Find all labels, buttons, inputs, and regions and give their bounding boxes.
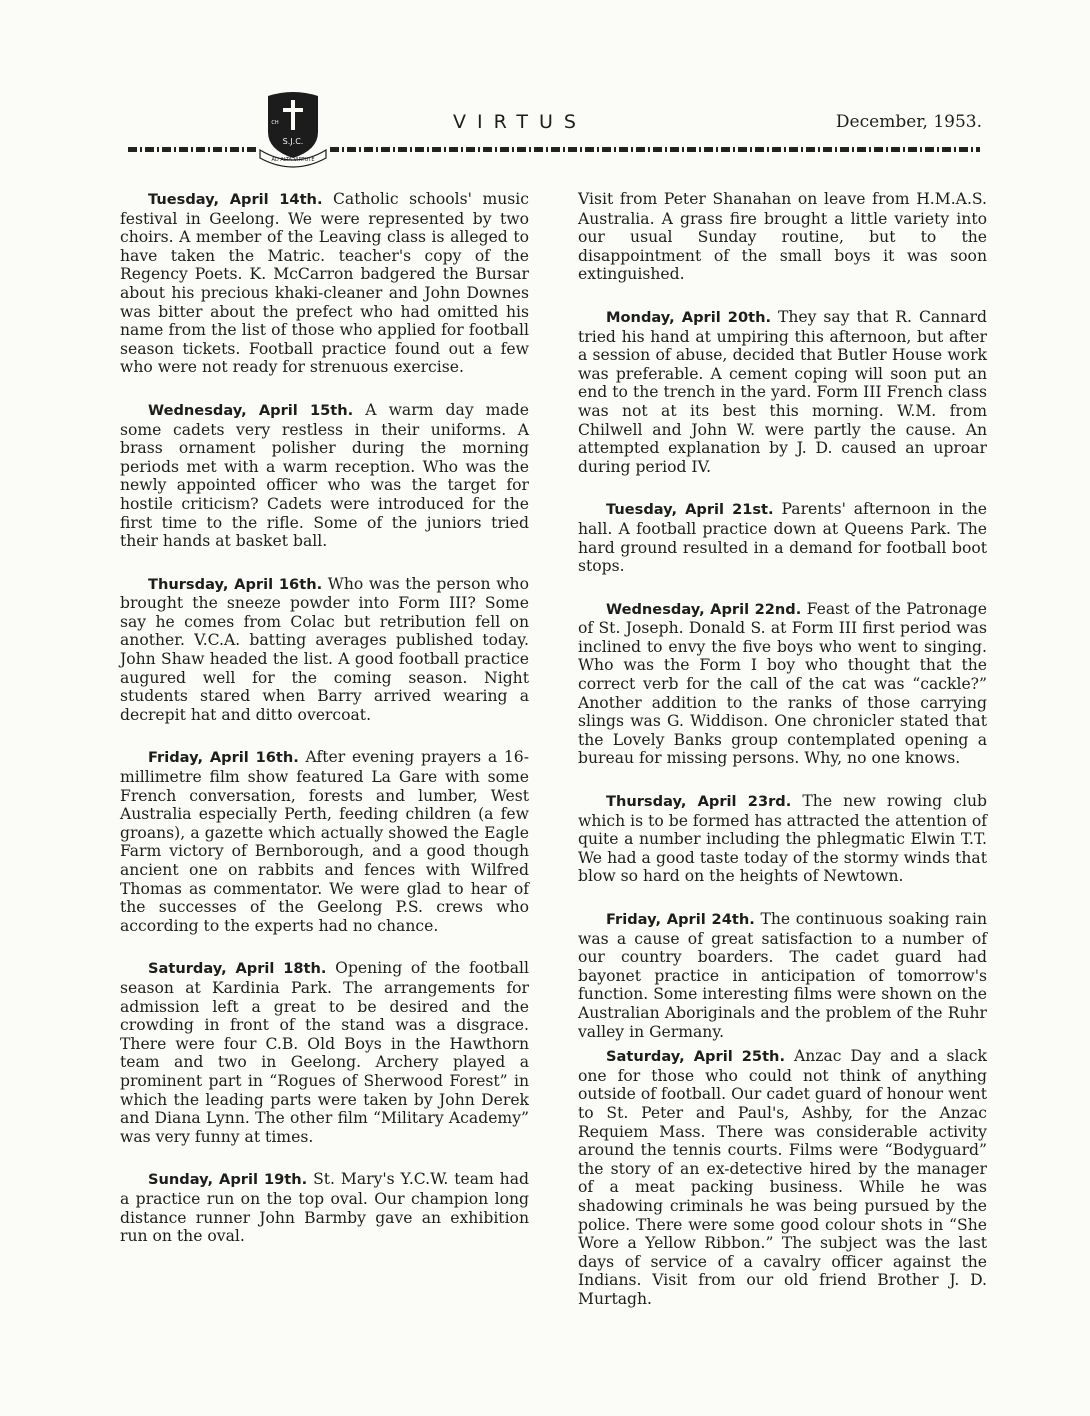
header-rule-left [128,147,258,152]
entry-text: Visit from Peter Shanahan on leave from H.M.A.S. Australia. A grass fire brought a little variety into our usual Sunday routine, but to the disappointment of the small boys it was soon extinguished. [578,190,987,284]
entry-text: The continuous soaking rain was a cause of great satisfaction to a number of our country boarders. The cadet guard had bayonet practice in anticipation of tomorrow's function. Some interesting films were shown on the Australian Aboriginals and the problem of the Ruhr valley in Germany. [578,910,987,1041]
diary-entry [578,910,987,1041]
magazine-title: VIRTUS [453,111,587,133]
entry-date: Tuesday, April 21st. [606,501,774,519]
entry-text: They say that R. Cannard tried his hand at umpiring this afternoon, but after a session of abuse, decided that Butler House work was preferable. A cement coping will soon put an end to the trench in the yard. Form III French class was not at its best this morning. W.M. from Chilwell and John W. were partly the cause. An attempted explanation by J. D. caused an uproar during period IV. [578,307,987,476]
entry-date: Friday, April 16th. [148,749,299,767]
school-crest-icon [258,88,328,168]
entry-date: Thursday, April 16th. [148,575,323,593]
left-column [120,190,529,1270]
diary-entry [120,748,529,935]
header-rule-right [330,147,980,152]
crest-side-letters: CH [271,120,279,126]
diary-entry [120,575,529,725]
entry-text: Parents' afternoon in the hall. A football practice down at Queens Park. The hard ground resulted in a demand for football boot stops. [578,500,987,576]
diary-entry [120,401,529,551]
diary-entry [578,190,987,284]
entry-text: Who was the person who brought the sneeze powder into Form III? Some say he comes from Colac but retribution fell on another. V.C.A. batting averages published today. John Shaw headed the list. A good football practice augured well for the coming season. Night students stared when Barry arrived wearing a decrepit hat and ditto overcoat. [120,574,529,724]
diary-entry [578,792,987,886]
entry-text: Opening of the football season at Kardinia Park. The arrangements for admission left a great to be desired and the crowding in front of the stand was a disgrace. There were four C.B. Old Boys in the Hawthorn team and two in Geelong. Archery played a prominent part in “Rogues of Sherwood Forest” in which the leading parts were taken by John Derek and Diana Lynn. The other film “Military Academy” was very funny at times. [120,959,530,1146]
entry-text: After evening prayers a 16-millimetre film show featured La Gare with some French conversation, forests and lumber, West Australia especially Perth, feeding children (a few groans), a gazette which actually showed the Eagle Farm victory of Bernborough, and a good though ancient one on rabbits and fences with Wilfred Thomas as commentator. We were glad to hear of the successes of the Geelong P.S. crews who according to the experts had no chance. [120,748,529,935]
entry-date: Saturday, April 18th. [148,960,327,978]
entry-date: Thursday, April 23rd. [606,793,792,811]
entry-date: Wednesday, April 22nd. [606,600,802,618]
diary-entry [120,190,529,377]
diary-entry [578,308,987,476]
entry-date: Sunday, April 19th. [148,1171,308,1189]
crest-letters: S.J.C. [282,137,304,146]
right-column [578,190,987,1332]
entry-text: Feast of the Patronage of St. Joseph. Donald S. at Form III first period was inclined to envy the five boys who went to singing. Who was the Form I boy who thought that the correct verb for the call of the cat was “cackle?” Another addition to the ranks of those carrying slings was G. Widdison. One chronicler stated that the Lovely Banks group contemplated opening a bureau for missing persons. Why, no one knows. [578,599,987,768]
crest-motto: AD ALTA VIRTUTE [271,157,315,163]
entry-date: Wednesday, April 15th. [148,401,354,419]
issue-date: December, 1953. [835,112,982,132]
entry-text: A warm day made some cadets very restless in their uniforms. A brass ornament polisher during the morning periods met with a warm reception. Who was the newly appointed officer who was the target for hostile criticism? Cadets were introduced for the first time to the rifle. Some of the juniors tried their hands at basket ball. [120,400,529,551]
entry-text: The new rowing club which is to be formed has attracted the attention of quite a number including the phlegmatic Elwin T.T. We had a good taste today of the stormy winds that blow so hard on the heights of Newtown. [578,792,987,886]
diary-entry [578,1047,987,1308]
entry-text: Catholic schools' music festival in Geelong. We were represented by two choirs. A member of the Leaving class is alleged to have taken the Matric. teacher's copy of the Regency Poets. K. McCarron badgered the Bursar about his precious khaki-cleaner and John Downes was bitter about the prefect who had omitted his name from the list of those who applied for football season tickets. Football practice found out a few who were not ready for strenuous exercise. [120,190,530,377]
entry-date: Monday, April 20th. [606,308,772,326]
entry-date: Saturday, April 25th. [606,1048,785,1066]
entry-date: Friday, April 24th. [606,911,755,928]
entry-text: Anzac Day and a slack one for those who could not think of anything outside of football. Our cadet guard of honour went to St. Peter and Paul's, Ashby, for the Anzac Requiem Mass. There was considerable activity around the tennis courts. Films were “Bodyguard” the story of an ex-detective hired by the manager of a meat packing business. While he was shadowing criminals he was being pursued by the police. There were some good colour shots in “She Wore a Yellow Ribbon.” The subject was the last days of service of a cavalry officer against the Indians. Visit from our old friend Brother J. D. Murtagh. [578,1047,987,1308]
diary-entry [578,600,987,768]
diary-entry [578,500,987,575]
entry-text: St. Mary's Y.C.W. team had a practice run on the top oval. Our champion long distance runner John Barmby gave an exhibition run on the oval. [120,1170,529,1246]
entry-date: Tuesday, April 14th. [148,191,323,208]
diary-entry [120,1170,529,1245]
diary-entry [120,959,529,1146]
